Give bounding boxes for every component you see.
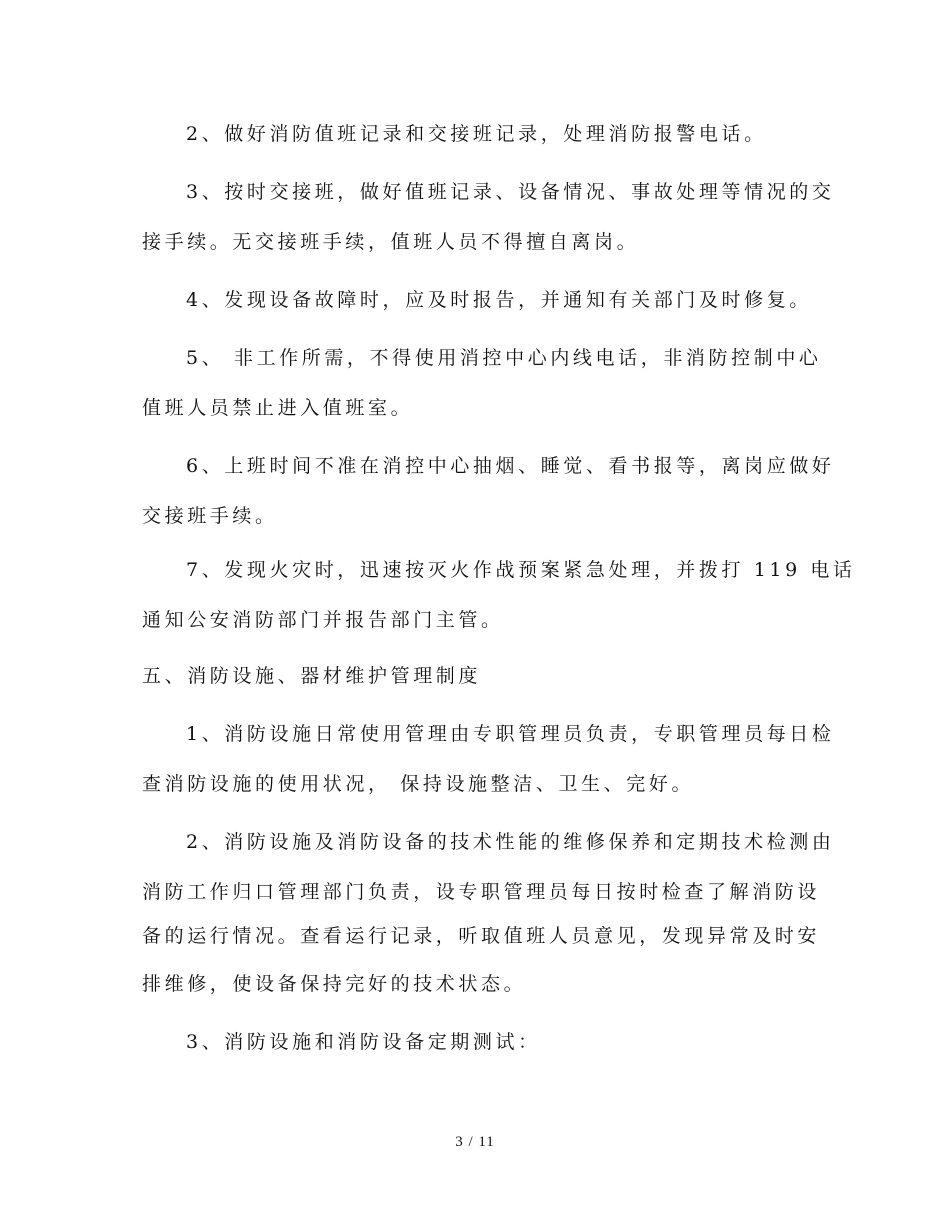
paragraph-line: 消防工作归口管理部门负责，设专职管理员每日按时检查了解消防设 bbox=[142, 881, 821, 903]
paragraph-line: 查消防设施的使用状况， 保持设施整洁、卫生、完好。 bbox=[142, 773, 695, 795]
paragraph-line: 通知公安消防部门并报告部门主管。 bbox=[142, 609, 504, 631]
paragraph-line: 3、按时交接班，做好值班记录、设备情况、事故处理等情况的交 bbox=[186, 181, 835, 203]
section-heading: 五、消防设施、器材维护管理制度 bbox=[142, 665, 482, 687]
paragraph-line: 4、发现设备故障时，应及时报告，并通知有关部门及时修复。 bbox=[186, 289, 812, 311]
paragraph-line: 值班人员禁止进入值班室。 bbox=[142, 397, 414, 419]
paragraph-line: 7、发现火灾时，迅速按灭火作战预案紧急处理，并拨打 119 电话 bbox=[186, 559, 856, 581]
page-number: 3 / 11 bbox=[455, 1134, 495, 1150]
paragraph-line: 2、消防设施及消防设备的技术性能的维修保养和定期技术检测由 bbox=[186, 831, 835, 853]
paragraph-line: 接手续。无交接班手续，值班人员不得擅自离岗。 bbox=[142, 231, 640, 253]
paragraph-line: 6、上班时间不准在消控中心抽烟、睡觉、看书报等，离岗应做好 bbox=[186, 455, 835, 477]
paragraph-line: 3、消防设施和消防设备定期测试： bbox=[186, 1031, 541, 1053]
paragraph-line: 交接班手续。 bbox=[142, 505, 278, 527]
paragraph-line: 5、 非工作所需，不得使用消控中心内线电话，非消防控制中心 bbox=[186, 347, 822, 369]
paragraph-line: 备的运行情况。查看运行记录，听取值班人员意见，发现异常及时安 bbox=[142, 925, 821, 947]
paragraph-line: 2、做好消防值班记录和交接班记录，处理消防报警电话。 bbox=[186, 123, 767, 145]
paragraph-line: 1、消防设施日常使用管理由专职管理员负责，专职管理员每日检 bbox=[186, 723, 835, 745]
paragraph-line: 排维修，使设备保持完好的技术状态。 bbox=[142, 973, 527, 995]
